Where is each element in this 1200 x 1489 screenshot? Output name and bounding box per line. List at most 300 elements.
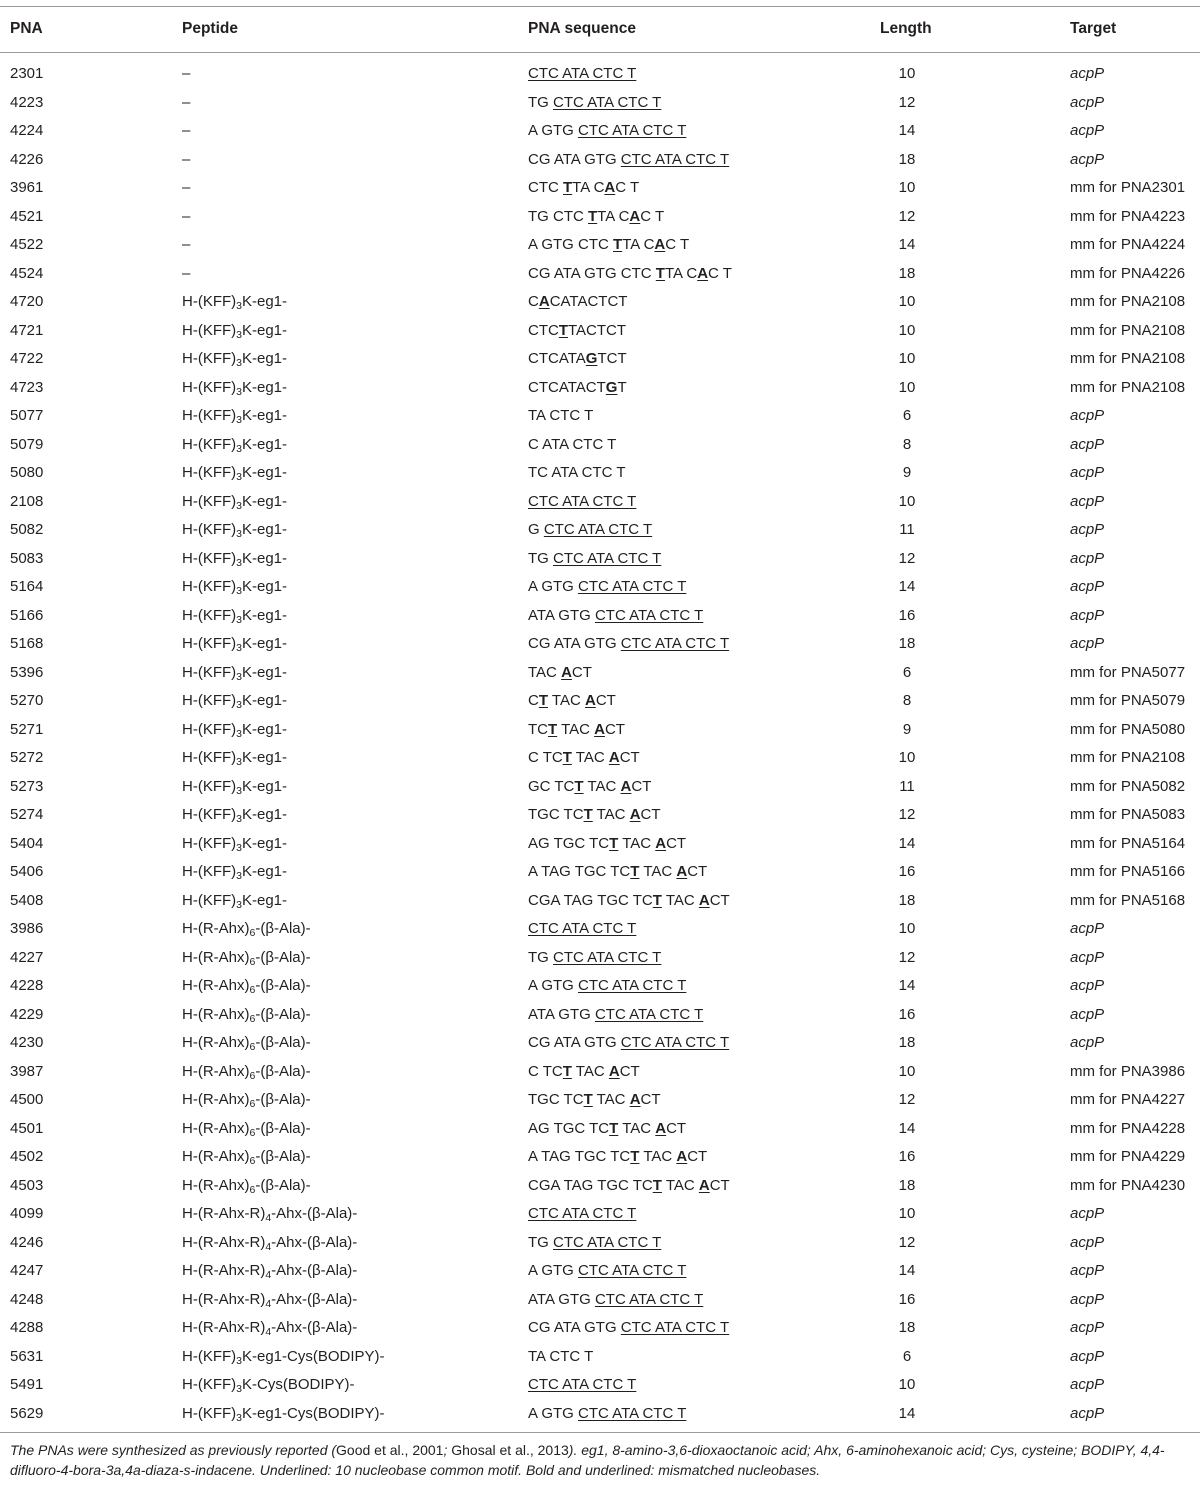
mismatch-base: A <box>697 264 709 282</box>
peptide-suffix: K-eg1- <box>242 720 288 738</box>
table-row <box>0 1319 1200 1347</box>
peptide-subscript: 3 <box>236 357 242 369</box>
sequence-segment: CT <box>687 863 708 880</box>
sequence-segment: ATA GTG <box>528 1005 595 1023</box>
sequence-segment: TAC <box>557 720 595 738</box>
sequence-segment: TA C <box>622 236 655 253</box>
length-cell: 6 <box>902 1347 912 1365</box>
length-cell: 10 <box>898 749 916 766</box>
pna-id-cell: 4229 <box>10 1005 44 1023</box>
sequence-segment: A GTG <box>528 1262 579 1279</box>
sequence-segment: C T <box>615 179 640 196</box>
common-motif: CTC ATA CTC T <box>594 1005 704 1023</box>
mismatch-base: A <box>608 1062 620 1080</box>
table-row <box>0 778 1200 806</box>
table-row <box>0 208 1200 236</box>
sequence-cell <box>528 265 732 283</box>
table-row <box>0 407 1200 435</box>
sequence-segment: CT <box>604 720 625 738</box>
target-cell: mm for PNA5077 <box>1070 663 1186 681</box>
table-header-rule <box>0 52 1200 53</box>
table-row <box>0 863 1200 891</box>
length-cell: 18 <box>898 891 916 909</box>
header-pna: PNA <box>10 20 43 37</box>
sequence-segment: A GTG <box>528 1404 579 1422</box>
mismatch-base: T <box>652 1176 662 1194</box>
sequence-cell <box>528 521 652 539</box>
sequence-cell <box>528 550 661 568</box>
pna-id-cell: 5083 <box>10 549 44 567</box>
pna-id-cell: 4522 <box>10 236 44 253</box>
length-cell: 12 <box>898 549 916 567</box>
sequence-cell <box>528 407 593 425</box>
mismatch-base: A <box>620 777 632 795</box>
peptide-suffix: K-eg1- <box>242 464 288 481</box>
sequence-cell <box>528 806 661 824</box>
mismatch-base: T <box>613 236 623 253</box>
table-row <box>0 322 1200 350</box>
peptide-cell: – <box>182 150 191 168</box>
peptide-cell <box>182 1319 357 1337</box>
pna-id-cell: 4502 <box>10 1148 44 1165</box>
common-motif: CTC ATA CTC T <box>528 65 637 82</box>
peptide-cell <box>182 664 287 682</box>
peptide-cell <box>182 1120 311 1138</box>
table-row <box>0 664 1200 692</box>
pna-id-cell: 4099 <box>10 1205 44 1222</box>
sequence-cell <box>528 1319 729 1337</box>
sequence-segment: TAC <box>571 749 609 766</box>
sequence-segment: CT <box>640 806 661 823</box>
sequence-cell <box>528 835 686 853</box>
length-cell: 10 <box>898 179 916 196</box>
mismatch-base: A <box>594 720 605 738</box>
length-cell: 9 <box>902 464 912 481</box>
table-row <box>0 1405 1200 1433</box>
mismatch-base: A <box>629 207 641 225</box>
table-top-rule <box>0 6 1200 7</box>
peptide-suffix: K-eg1-Cys(BODIPY)- <box>242 1347 385 1365</box>
peptide-prefix: H-(R-Ahx-R) <box>182 1290 266 1308</box>
peptide-cell <box>182 1376 355 1394</box>
sequence-segment: CG ATA GTG <box>528 150 621 168</box>
peptide-prefix: H-(R-Ahx) <box>182 1119 250 1137</box>
sequence-segment: TGC TC <box>528 1091 584 1108</box>
mismatch-base: A <box>655 1119 667 1137</box>
peptide-cell <box>182 1091 311 1109</box>
pna-id-cell: 4721 <box>10 321 44 339</box>
table-row <box>0 1177 1200 1205</box>
peptide-prefix: H-(KFF) <box>182 1404 237 1422</box>
length-cell: 14 <box>898 834 916 852</box>
target-cell: mm for PNA4226 <box>1070 264 1186 282</box>
pna-id-cell: 4224 <box>10 122 44 139</box>
sequence-segment: GC TC <box>528 777 575 795</box>
common-motif: CTC ATA CTC T <box>620 150 730 168</box>
target-cell: acpP <box>1070 492 1105 510</box>
header-sequence: PNA sequence <box>528 20 636 37</box>
peptide-cell <box>182 1006 311 1024</box>
pna-id-cell: 5077 <box>10 407 44 424</box>
sequence-segment: TG <box>528 549 553 567</box>
table-row <box>0 721 1200 749</box>
peptide-prefix: H-(KFF) <box>182 1376 237 1393</box>
length-cell: 16 <box>898 1148 916 1165</box>
sequence-cell <box>528 892 730 910</box>
length-cell: 10 <box>898 321 916 339</box>
common-motif: CTC ATA CTC T <box>578 977 687 994</box>
sequence-segment: TAC <box>618 834 656 852</box>
length-cell: 18 <box>898 635 916 652</box>
length-cell: 11 <box>899 521 915 538</box>
sequence-segment: TG CTC <box>528 207 588 225</box>
peptide-suffix: K-eg1- <box>242 863 288 880</box>
peptide-subscript: 3 <box>236 670 242 683</box>
peptide-cell <box>182 1348 385 1366</box>
sequence-segment: CT <box>687 1148 708 1165</box>
peptide-suffix: K-eg1- <box>242 806 288 823</box>
sequence-cell <box>528 94 661 112</box>
pna-id-cell: 5274 <box>10 806 44 823</box>
length-cell: 10 <box>898 1062 916 1080</box>
sequence-segment: TC ATA CTC T <box>528 464 626 481</box>
peptide-cell: – <box>182 264 191 282</box>
target-cell: acpP <box>1070 1290 1105 1308</box>
peptide-subscript: 3 <box>236 328 242 341</box>
peptide-prefix: H-(R-Ahx) <box>182 1034 250 1051</box>
common-motif: CTC ATA CTC T <box>578 1404 687 1422</box>
peptide-suffix: -Ahx-(β-Ala)- <box>271 1319 358 1336</box>
peptide-cell <box>182 1063 311 1081</box>
peptide-suffix: -(β-Ala)- <box>255 1034 311 1051</box>
peptide-prefix: H-(KFF) <box>182 749 237 766</box>
sequence-segment: TA CTC T <box>528 1347 594 1365</box>
peptide-subscript: 3 <box>236 385 242 398</box>
length-cell: 12 <box>898 806 916 823</box>
target-cell: acpP <box>1070 1005 1105 1023</box>
peptide-prefix: H-(KFF) <box>182 407 237 424</box>
peptide-prefix: H-(R-Ahx) <box>182 977 250 994</box>
peptide-cell <box>182 578 287 596</box>
header-target: Target <box>1070 20 1117 37</box>
pna-id-cell: 5082 <box>10 521 44 538</box>
target-cell: mm for PNA5168 <box>1070 891 1186 909</box>
sequence-segment: CATACTCT <box>549 293 628 310</box>
peptide-cell <box>182 350 287 368</box>
target-cell: acpP <box>1070 549 1105 567</box>
sequence-cell <box>528 293 627 311</box>
length-cell: 16 <box>898 606 916 624</box>
pna-id-cell: 5270 <box>10 692 44 709</box>
peptide-suffix: -(β-Ala)- <box>255 977 311 994</box>
pna-id-cell: 4247 <box>10 1262 44 1279</box>
peptide-prefix: H-(R-Ahx) <box>182 920 250 937</box>
sequence-segment: C T <box>665 236 690 253</box>
table-row <box>0 692 1200 720</box>
pna-id-cell: 4503 <box>10 1176 44 1194</box>
table-row <box>0 521 1200 549</box>
pna-id-cell: 5404 <box>10 834 44 852</box>
peptide-suffix: K-eg1- <box>242 435 288 453</box>
peptide-cell <box>182 1034 311 1052</box>
table-row <box>0 379 1200 407</box>
mismatch-base: G <box>585 350 598 367</box>
peptide-prefix: H-(KFF) <box>182 293 237 310</box>
target-cell: mm for PNA3986 <box>1070 1062 1186 1080</box>
mismatch-base: A <box>676 863 688 880</box>
sequence-cell <box>528 236 689 254</box>
common-motif: CTC ATA CTC T <box>543 521 653 538</box>
peptide-subscript: 3 <box>236 1354 242 1367</box>
peptide-subscript: 6 <box>249 1098 256 1110</box>
peptide-cell <box>182 749 287 767</box>
peptide-cell <box>182 778 287 796</box>
target-cell: acpP <box>1070 93 1105 111</box>
mismatch-base: T <box>609 1119 619 1137</box>
mismatch-base: T <box>583 806 593 823</box>
pna-id-cell: 5164 <box>10 578 44 595</box>
sequence-segment: TAC <box>592 1091 630 1108</box>
peptide-cell <box>182 1205 357 1223</box>
peptide-cell <box>182 521 287 539</box>
peptide-prefix: H-(KFF) <box>182 464 237 481</box>
peptide-suffix: -(β-Ala)- <box>255 1091 311 1108</box>
sequence-segment: CT <box>666 834 687 852</box>
pna-id-cell: 5631 <box>10 1347 44 1365</box>
peptide-prefix: H-(R-Ahx) <box>182 1176 250 1194</box>
peptide-prefix: H-(KFF) <box>182 720 237 738</box>
pna-id-cell: 2108 <box>10 492 44 510</box>
peptide-cell <box>182 721 287 739</box>
sequence-cell <box>528 949 661 967</box>
mismatch-base: T <box>655 264 665 282</box>
peptide-suffix: K-eg1- <box>242 692 288 709</box>
sequence-segment: G <box>528 521 544 538</box>
sequence-cell <box>528 977 686 995</box>
common-motif: CTC ATA CTC T <box>528 920 637 937</box>
peptide-subscript: 4 <box>265 1212 272 1224</box>
target-cell: acpP <box>1070 464 1105 481</box>
table-row <box>0 806 1200 834</box>
footnote-text-2: ; <box>443 1442 452 1458</box>
sequence-segment: CG ATA GTG <box>528 635 621 652</box>
sequence-segment: CT <box>640 1091 661 1108</box>
sequence-cell <box>528 721 625 739</box>
sequence-cell <box>528 179 639 197</box>
pna-id-cell: 5396 <box>10 663 44 681</box>
length-cell: 12 <box>898 948 916 966</box>
peptide-suffix: -(β-Ala)- <box>255 1119 311 1137</box>
length-cell: 6 <box>902 663 912 681</box>
table-row <box>0 350 1200 378</box>
peptide-cell <box>182 892 287 910</box>
sequence-segment: C T <box>708 264 732 282</box>
peptide-subscript: 4 <box>265 1297 272 1310</box>
peptide-prefix: H-(R-Ahx-R) <box>182 1262 266 1279</box>
peptide-subscript: 3 <box>236 841 242 854</box>
peptide-prefix: H-(KFF) <box>182 1347 237 1365</box>
peptide-prefix: H-(KFF) <box>182 578 237 595</box>
peptide-cell <box>182 949 311 967</box>
sequence-segment: TG <box>528 948 553 966</box>
pna-id-cell: 5168 <box>10 635 44 652</box>
sequence-segment: CGA TAG TGC TC <box>528 891 653 909</box>
peptide-suffix: -(β-Ala)- <box>255 948 311 966</box>
peptide-prefix: H-(R-Ahx-R) <box>182 1233 266 1251</box>
sequence-cell <box>528 1291 703 1309</box>
length-cell: 18 <box>898 150 916 168</box>
peptide-prefix: H-(KFF) <box>182 521 237 538</box>
peptide-subscript: 6 <box>249 927 256 939</box>
table-row <box>0 607 1200 635</box>
sequence-cell <box>528 1091 661 1109</box>
table-row <box>0 1262 1200 1290</box>
common-motif: CTC ATA CTC T <box>528 1205 637 1222</box>
target-cell: acpP <box>1070 65 1105 82</box>
pna-id-cell: 5272 <box>10 749 44 766</box>
target-cell: mm for PNA5164 <box>1070 834 1186 852</box>
peptide-suffix: -(β-Ala)- <box>255 1062 311 1080</box>
peptide-suffix: -Ahx-(β-Ala)- <box>271 1262 358 1279</box>
length-cell: 14 <box>898 977 916 994</box>
pna-id-cell: 5079 <box>10 435 44 453</box>
pna-id-cell: 3986 <box>10 920 44 937</box>
peptide-subscript: 6 <box>249 1183 256 1196</box>
peptide-cell <box>182 293 287 311</box>
sequence-segment: C TC <box>528 749 563 766</box>
sequence-segment: ATA GTG <box>528 1290 595 1308</box>
pna-id-cell: 4720 <box>10 293 44 310</box>
pna-id-cell: 4722 <box>10 350 44 367</box>
sequence-segment: TG <box>528 93 553 111</box>
sequence-segment: TGC TC <box>528 806 584 823</box>
mismatch-base: T <box>583 1091 593 1108</box>
table-row <box>0 892 1200 920</box>
peptide-cell <box>182 1177 311 1195</box>
peptide-prefix: H-(R-Ahx) <box>182 948 250 966</box>
target-cell: mm for PNA4227 <box>1070 1091 1186 1108</box>
peptide-suffix: K-eg1- <box>242 378 288 396</box>
common-motif: CTC ATA CTC T <box>553 93 662 111</box>
peptide-subscript: 3 <box>236 727 242 740</box>
sequence-segment: TA C <box>572 179 605 196</box>
length-cell: 12 <box>898 1233 916 1251</box>
mismatch-base: A <box>698 1176 710 1194</box>
peptide-subscript: 4 <box>265 1326 272 1338</box>
length-cell: 10 <box>898 293 916 310</box>
footnote-ref-ghosal[interactable]: Ghosal et al., 2013 <box>451 1442 569 1458</box>
peptide-subscript: 3 <box>236 870 242 882</box>
mismatch-base: A <box>538 293 550 310</box>
sequence-segment: C ATA CTC T <box>528 435 617 453</box>
pna-id-cell: 5166 <box>10 606 44 624</box>
footnote-ref-good[interactable]: Good et al., 2001 <box>336 1442 444 1458</box>
length-cell: 18 <box>898 1176 916 1194</box>
sequence-segment: CT <box>571 663 592 681</box>
pna-id-cell: 5271 <box>10 720 44 738</box>
target-cell: acpP <box>1070 1319 1105 1336</box>
table-row <box>0 1063 1200 1091</box>
header-peptide: Peptide <box>182 20 238 37</box>
peptide-cell <box>182 692 287 710</box>
peptide-cell <box>182 436 287 454</box>
pna-id-cell: 4226 <box>10 150 44 168</box>
sequence-cell <box>528 208 664 226</box>
peptide-cell <box>182 379 287 397</box>
peptide-cell <box>182 920 311 938</box>
peptide-suffix: K-Cys(BODIPY)- <box>242 1376 355 1393</box>
footnote-text-1: The PNAs were synthesized as previously reported ( <box>10 1442 337 1458</box>
sequence-segment: A TAG TGC TC <box>528 863 631 880</box>
sequence-cell <box>528 350 627 368</box>
length-cell: 18 <box>898 1034 916 1051</box>
length-cell: 14 <box>898 236 916 253</box>
sequence-segment: TAC <box>639 863 677 880</box>
target-cell: mm for PNA2108 <box>1070 749 1186 766</box>
mismatch-base: A <box>629 1091 641 1108</box>
table-row <box>0 236 1200 264</box>
sequence-cell <box>528 122 686 140</box>
peptide-suffix: K-eg1- <box>242 549 288 567</box>
peptide-subscript: 3 <box>236 442 242 455</box>
target-cell: acpP <box>1070 435 1105 453</box>
peptide-subscript: 3 <box>236 1383 242 1395</box>
peptide-cell <box>182 607 287 625</box>
sequence-segment: TAC <box>583 777 621 795</box>
table-row <box>0 1148 1200 1176</box>
target-cell: mm for PNA2301 <box>1070 179 1186 196</box>
mismatch-base: T <box>562 749 572 766</box>
pna-id-cell: 4228 <box>10 977 44 994</box>
peptide-subscript: 3 <box>236 471 242 483</box>
length-cell: 9 <box>902 720 912 738</box>
common-motif: CTC ATA CTC T <box>594 606 704 624</box>
pna-id-cell: 5491 <box>10 1376 44 1393</box>
target-cell: acpP <box>1070 150 1105 168</box>
sequence-segment: CTC <box>528 179 563 196</box>
pna-id-cell: 4246 <box>10 1233 44 1251</box>
peptide-cell <box>182 977 311 995</box>
peptide-subscript: 3 <box>236 1411 242 1424</box>
peptide-subscript: 4 <box>265 1240 272 1253</box>
peptide-cell <box>182 407 287 425</box>
sequence-segment: T <box>617 378 627 396</box>
peptide-suffix: K-eg1- <box>242 492 288 510</box>
target-cell: mm for PNA4224 <box>1070 236 1186 253</box>
peptide-suffix: K-eg1- <box>242 521 288 538</box>
length-cell: 12 <box>898 207 916 225</box>
mismatch-base: T <box>563 179 573 196</box>
length-cell: 14 <box>898 578 916 595</box>
sequence-segment: CT <box>709 891 730 909</box>
sequence-segment: AG TGC TC <box>528 834 610 852</box>
peptide-subscript: 6 <box>249 1012 256 1025</box>
table-row <box>0 94 1200 122</box>
mismatch-base: T <box>538 692 549 709</box>
pna-id-cell: 2301 <box>10 65 44 82</box>
table-row <box>0 493 1200 521</box>
sequence-segment: TACTCT <box>568 321 627 339</box>
table-row <box>0 1006 1200 1034</box>
sequence-segment: TAC <box>639 1148 677 1165</box>
pna-id-cell: 4500 <box>10 1091 44 1108</box>
peptide-suffix: K-eg1-Cys(BODIPY)- <box>242 1404 385 1422</box>
peptide-suffix: -Ahx-(β-Ala)- <box>271 1290 358 1308</box>
length-cell: 10 <box>898 920 916 937</box>
sequence-segment: TC <box>528 720 548 738</box>
table-row <box>0 835 1200 863</box>
target-cell: acpP <box>1070 1404 1105 1422</box>
